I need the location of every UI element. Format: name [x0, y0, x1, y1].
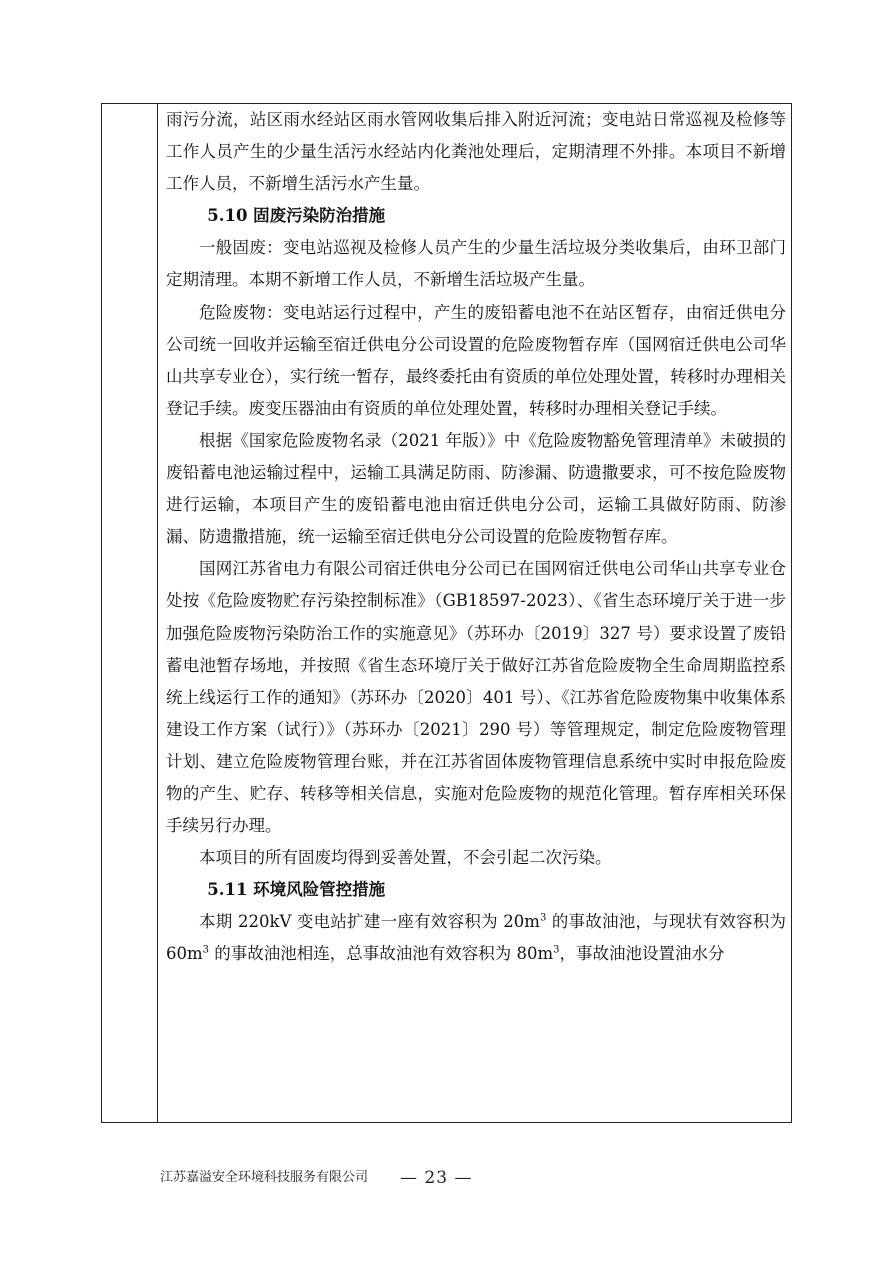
paragraph-disposal-conclusion: 本项目的所有固废均得到妥善处置，不会引起二次污染。 — [199, 848, 612, 868]
superscript: 3 — [202, 944, 210, 956]
text-run: 的事故油池，与现状有效容积为 60m — [166, 912, 786, 964]
paragraph-general-solid-waste: 一般固废：变电站巡视及检修人员产生的少量生活垃圾分类收集后，由环卫部门定期清理。本期不新增工作人员，不新增生活垃圾产生量。 — [166, 238, 786, 290]
superscript: 3 — [539, 912, 547, 924]
page-footer — [160, 1166, 760, 1190]
text-run: 的事故油池相连，总事故油池有效容积为 80m — [209, 944, 554, 964]
paragraph-wastewater: 雨污分流，站区雨水经站区雨水管网收集后排入附近河流；变电站日常巡视及检修等工作人员产生的少量生活污水经站内化粪池处理后，定期清理不外排。本项目不新增工作人员，不新增生活污水产生量。 — [166, 110, 786, 194]
text-run: ，事故油池设置油水分 — [559, 944, 725, 964]
section-heading-risk-control: 5.11 环境风险管控措施 — [207, 880, 386, 900]
footer-company: 江苏嘉溢安全环境科技服务有限公司 — [160, 1170, 369, 1185]
section-heading-solid-waste: 5.10 固废污染防治措施 — [207, 206, 386, 226]
page-number: — 23 — — [400, 1168, 473, 1188]
paragraph-accident-oil-pool — [166, 906, 786, 970]
table-column-divider — [157, 103, 158, 1123]
paragraph-hazardous-waste: 危险废物：变电站运行过程中，产生的废铅蓄电池不在站区暂存，由宿迁供电分公司统一回收并运输至宿迁供电分公司设置的危险废物暂存库（国网宿迁供电公司华山共享专业仓），实行统一暂存，最终委托由有资质的单位处理处置，转移时办理相关登记手续。废变压器油由有资质的单位处理处置，转移时办理相关登记手续。 — [166, 302, 786, 418]
document-body — [166, 104, 786, 971]
text-run: 本期 220kV 变电站扩建一座有效容积为 20m — [199, 912, 540, 932]
paragraph-storage-management: 国网江苏省电力有限公司宿迁供电分公司已在国网宿迁供电公司华山共享专业仓处按《危险废物贮存污染控制标准》（GB18597-2023）、《省生态环境厅关于进一步加强危险废物污染防治工作的实施意见》（苏环办〔2019〕327 号）要求设置了废铅蓄电池暂存场地，并按照《省生态环境厅关于做好江苏省危险废物全生命周期监控系统上线运行工作的通知》（苏环办〔2020〕401 号）、《江苏省危险废物集中收集体系建设工作方案（试行）》（苏环办〔2021〕290 号）等管理规定，制定危险废物管理计划、建立危险废物管理台账，并在江苏省固体废物管理信息系统中实时申报危险废物的产生、贮存、转移等相关信息，实施对危险废物的规范化管理。暂存库相关环保手续另行办理。 — [166, 559, 786, 836]
superscript: 3 — [553, 944, 560, 956]
paragraph-exemption: 根据《国家危险废物名录（2021 年版）》中《危险废物豁免管理清单》未破损的废铅蓄电池运输过程中，运输工具满足防雨、防渗漏、防遗撒要求，可不按危险废物进行运输，本项目产生的废铅蓄电池由宿迁供电分公司，运输工具做好防雨、防渗漏、防遗撒措施，统一运输至宿迁供电分公司设置的危险废物暂存库。 — [166, 430, 786, 547]
